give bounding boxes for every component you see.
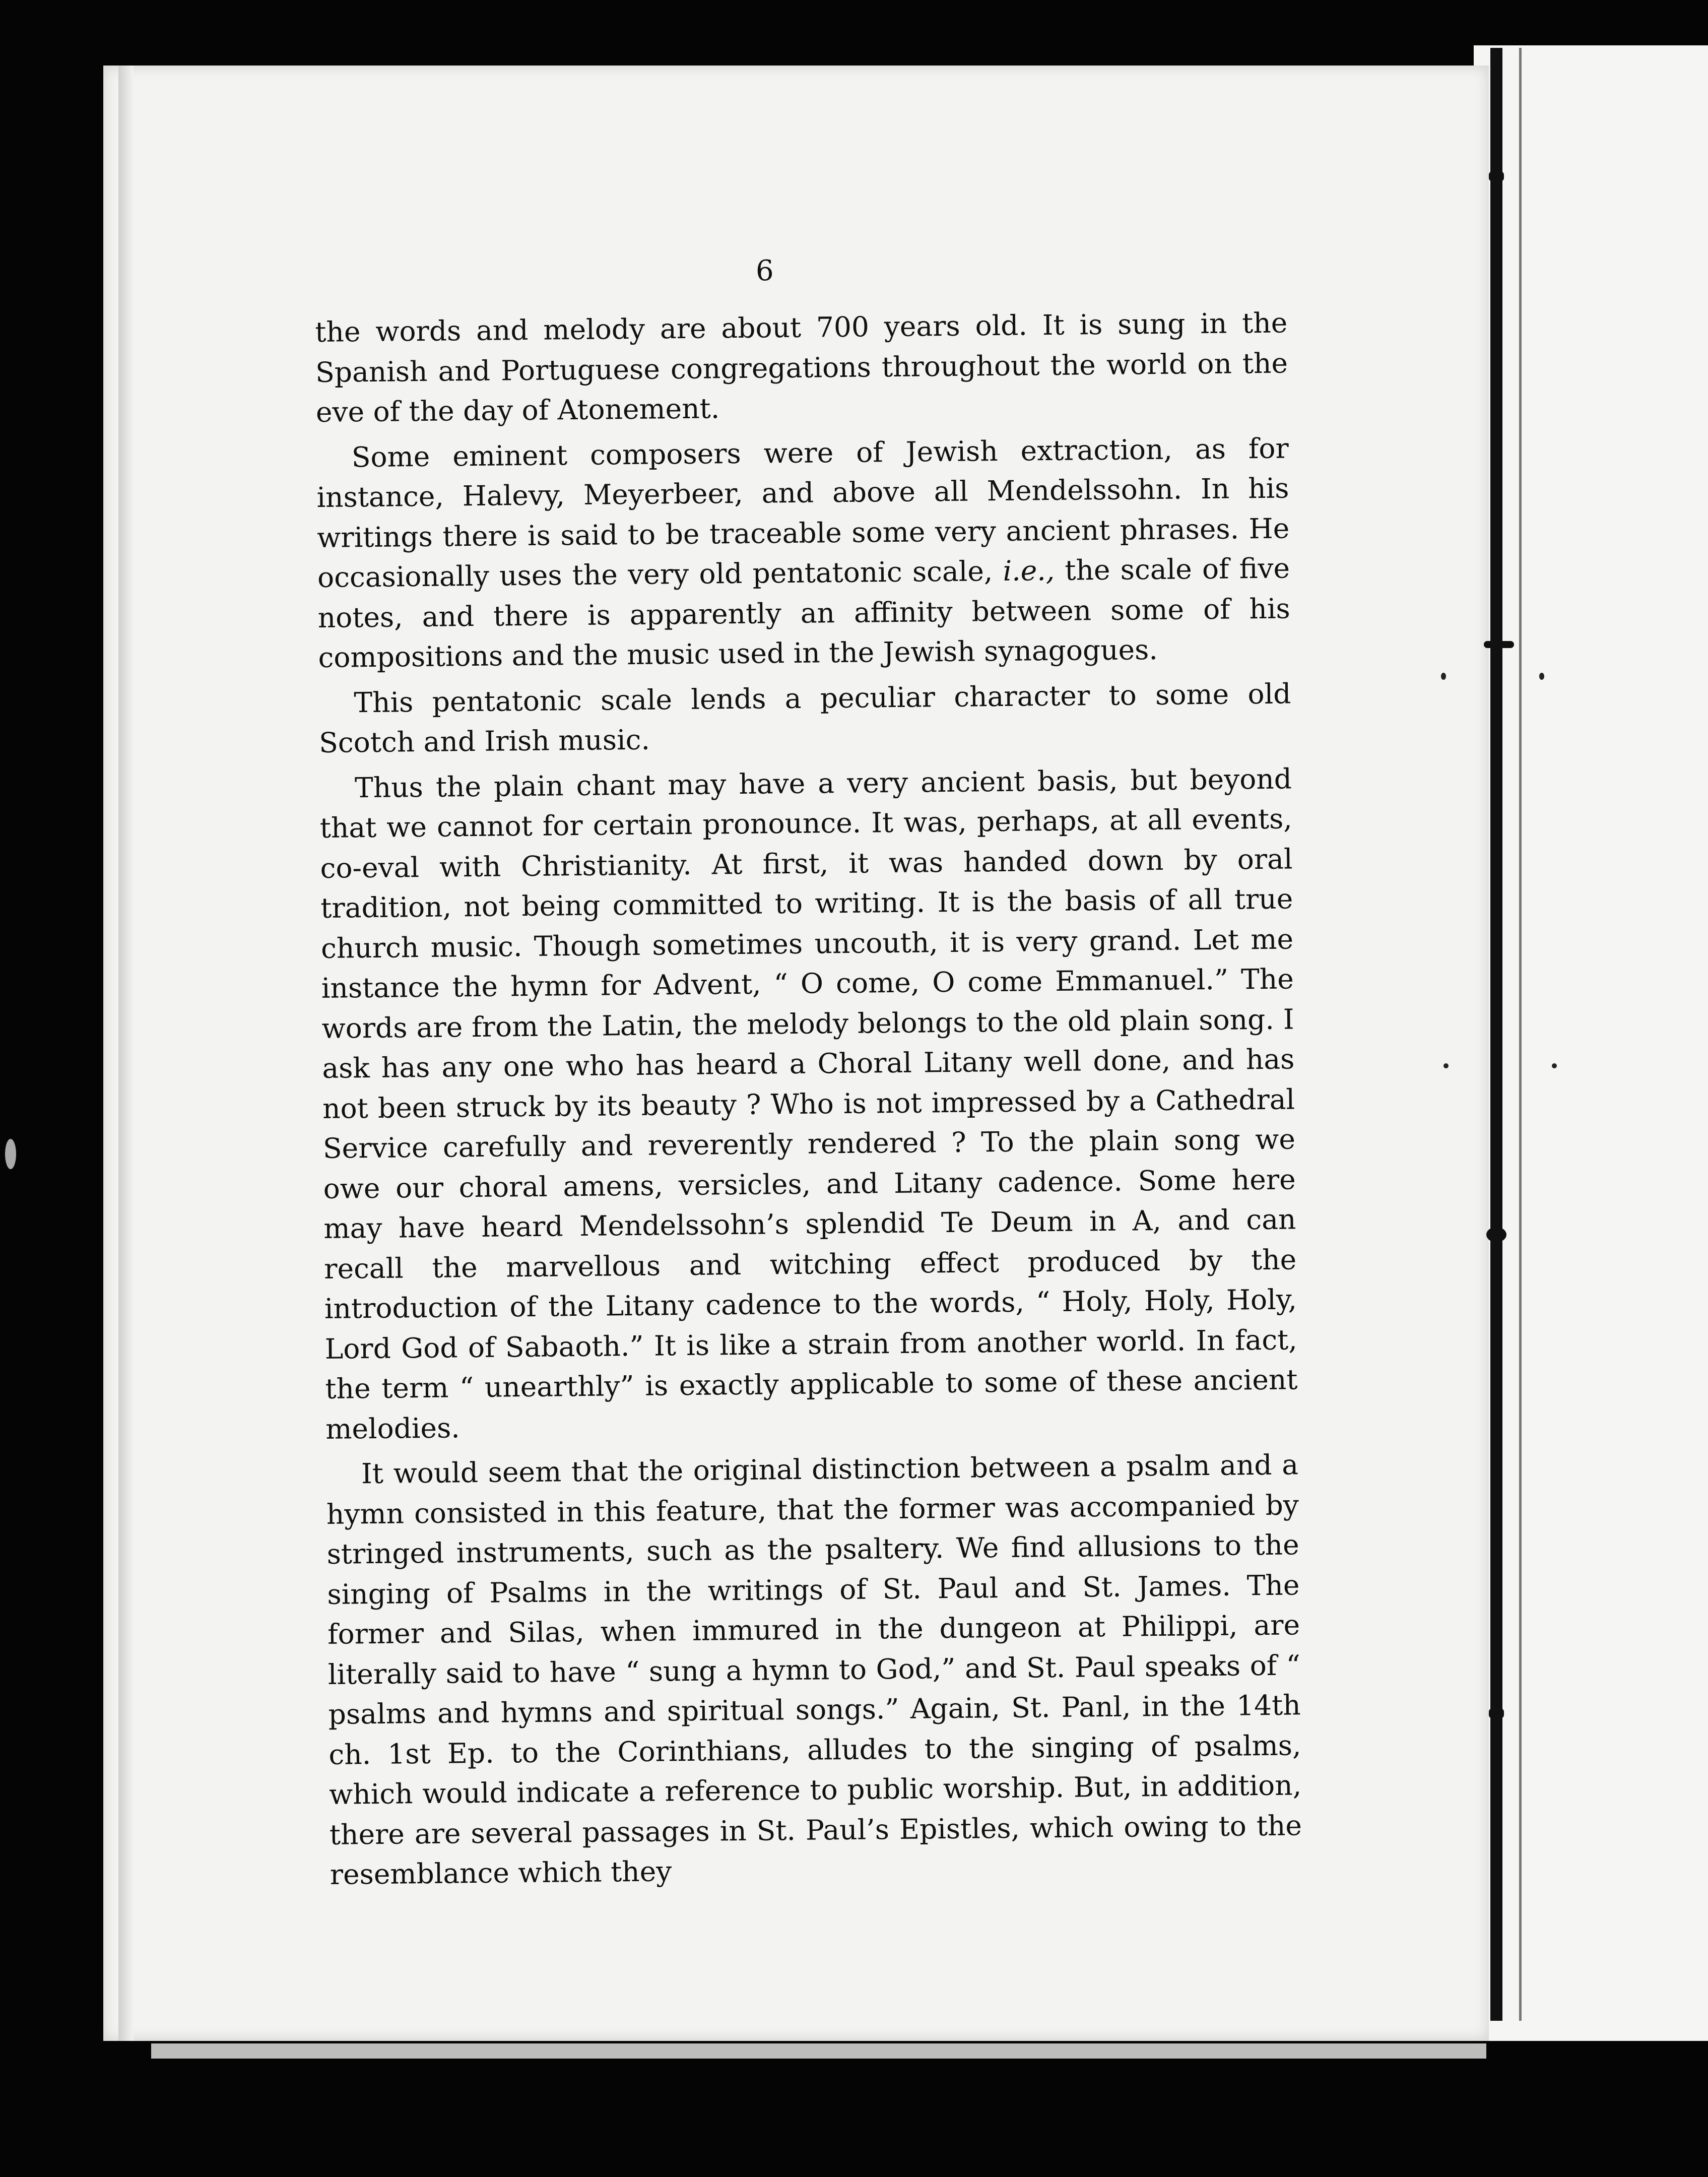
page-left-edge — [118, 66, 134, 2041]
binding-stitch-mark — [1484, 641, 1514, 648]
paragraph-4: Thus the plain chant may have a very ancient basis, but beyond that we cannot for certain pronounce. It was, perhaps, at all events, co-eval with Christianity. At first, it was handed down by oral tradition, not being committed to writing. It is the basis of all true church music. Though sometimes uncouth, it is very grand. Let me instance the hymn for Advent, “ O come, O come Emmanuel.” The words are from the Latin, the melody belongs to the old plain song. I ask has any one who has heard a Choral Litany well done, and has not been struck by its beauty ? Who is not impressed by a Cathedral Service carefully and reverently rendered ? To the plain song we owe our choral amens, versicles, and Litany cadence. Some here may have heard Mendelssohn’s splendid Te Deum in A, and can recall the marvellous and witching effect produced by the introduction of the Litany cadence to the words, “ Holy, Holy, Holy, Lord God of Sabaoth.” It is like a strain from another world. In fact, the term “ unearthly” is exactly applicable to some of these ancient melodies. — [319, 762, 1298, 1445]
binding-gutter-shadow — [1519, 48, 1522, 2021]
page-number: 6 — [756, 254, 774, 287]
paragraph-2-italic: i.e., — [1003, 554, 1055, 587]
paragraph-2-end: the scale of five notes, and there is apparently an affinity between some of his compositions and the music used in the Jewish synagogues. — [317, 552, 1291, 674]
scan-speck — [1539, 673, 1544, 680]
facing-page-edge — [1474, 45, 1708, 2041]
paragraph-3: This pentatonic scale lends a peculiar character to some old Scotch and Irish music. — [318, 677, 1291, 759]
page-text — [315, 303, 1302, 1900]
paragraph-2-start: Some eminent composers were of Jewish extraction, as for instance, Halevy, Meyerbeer, and above all Mendelssohn. In his writings there is said to be traceable some very ancient phrases. He occasionally uses the very old pentatonic scale, — [316, 431, 1290, 594]
scan-speck — [1443, 1063, 1449, 1068]
binding-stitch-mark — [1489, 171, 1504, 181]
scan-speck — [1552, 1063, 1557, 1068]
page-bottom-edge — [151, 2043, 1486, 2059]
paragraph-1: the words and melody are about 700 years old. It is sung in the Spanish and Portuguese congregations throughout the world on the eve of the day of Atonement. — [315, 306, 1288, 428]
binding-stitch-mark — [1486, 1227, 1506, 1242]
paragraph-5: It would seem that the original distinction between a psalm and a hymn consisted in this feature, that the former was accompanied by stringed instruments, such as the psaltery. We find allusions to the singing of Psalms in the writings of St. Paul and St. James. The former and Silas, when immured in the dungeon at Philippi, are literally said to have “ sung a hymn to God,” and St. Paul speaks of “ psalms and hymns and spiritual songs.” Again, St. Panl, in the 14th ch. 1st Ep. to the Corinthians, alludes to the singing of psalms, which would indicate a reference to public worship. But, in addition, there are several passages in St. Paul’s Epistles, which owing to the resemblance which they — [326, 1448, 1302, 1891]
binding-stitch-mark — [1489, 1708, 1504, 1718]
scan-speck — [1441, 673, 1446, 680]
paragraph-2 — [316, 428, 1290, 678]
scan-speck — [5, 1139, 16, 1169]
binding-gutter-line — [1490, 48, 1502, 2021]
